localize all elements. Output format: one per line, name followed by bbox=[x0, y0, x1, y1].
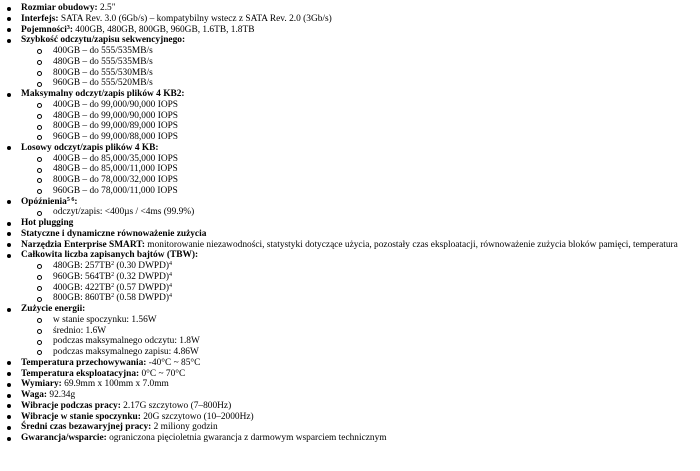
spec-label: Interfejs: bbox=[21, 13, 59, 24]
circle-bullet-icon bbox=[37, 264, 42, 269]
spec-label: Rozmiar obudowy: bbox=[21, 3, 98, 13]
subitem-value: podczas maksymalnego zapisu: 4.86W bbox=[53, 347, 199, 357]
spec-subitem-text bbox=[53, 326, 106, 337]
spec-item-text bbox=[21, 89, 185, 100]
spec-item bbox=[0, 433, 700, 444]
spec-value: 400GB, 480GB, 800GB, 960GB, 1.6TB, 1.8TB bbox=[72, 24, 255, 35]
spec-value: 69.9mm x 100mm x 7.0mm bbox=[61, 379, 169, 390]
spec-subitem-text bbox=[53, 315, 157, 326]
spec-item bbox=[0, 143, 700, 154]
bullet-icon bbox=[7, 372, 11, 376]
circle-bullet-icon bbox=[37, 49, 42, 54]
subitem-value: 400GB – do 99,000/90,000 IOPS bbox=[53, 99, 179, 110]
spec-item bbox=[0, 218, 700, 229]
circle-bullet-icon bbox=[37, 329, 42, 334]
spec-subitem bbox=[0, 68, 700, 79]
bullet-icon bbox=[7, 7, 11, 11]
spec-subitem bbox=[0, 57, 700, 68]
spec-value: 20G szczytowo (10–2000Hz) bbox=[140, 411, 254, 422]
bullet-icon bbox=[7, 415, 11, 419]
footnote-ref: 4 bbox=[169, 261, 173, 267]
spec-item bbox=[0, 240, 700, 251]
subitem-value: 800GB – do 555/530MB/s bbox=[53, 67, 153, 78]
spec-item-text bbox=[21, 25, 254, 36]
spec-subitem-text bbox=[53, 164, 178, 175]
spec-subitem-text bbox=[53, 78, 153, 89]
subitem-value: 400GB – do 85,000/35,000 IOPS bbox=[53, 153, 179, 164]
spec-label: Waga: bbox=[21, 390, 48, 400]
subitem-value: 480GB – do 99,000/90,000 IOPS bbox=[53, 110, 179, 121]
subitem-detail: (0.58 DWPD) bbox=[114, 293, 170, 304]
subitem-value: 400GB: 422TB bbox=[53, 282, 112, 293]
spec-label: Wibracje w stanie spoczynku: bbox=[21, 411, 141, 422]
circle-bullet-icon bbox=[37, 82, 42, 87]
spec-subitem bbox=[0, 154, 700, 165]
subitem-value: 480GB – do 555/535MB/s bbox=[53, 56, 153, 67]
spec-subitem-text bbox=[53, 100, 178, 111]
spec-value: 0°C ~ 70°C bbox=[139, 368, 186, 379]
footnote-ref: 4 bbox=[169, 293, 173, 300]
circle-bullet-icon bbox=[37, 318, 42, 323]
bullet-icon bbox=[7, 254, 11, 258]
spec-subitem-text bbox=[53, 261, 172, 272]
spec-subitem bbox=[0, 261, 700, 272]
subitem-detail: (0.32 DWPD) bbox=[114, 271, 170, 282]
spec-label: Wibracje podczas pracy: bbox=[21, 400, 121, 411]
circle-bullet-icon bbox=[37, 189, 42, 194]
spec-subitem bbox=[0, 164, 700, 175]
subitem-value: 960GB – do 555/520MB/s bbox=[53, 78, 153, 89]
bullet-icon bbox=[7, 426, 11, 430]
spec-value: 2 miliony godzin bbox=[151, 422, 218, 433]
spec-item-text bbox=[21, 422, 218, 433]
spec-subitem-text bbox=[53, 132, 178, 143]
spec-subitem bbox=[0, 111, 700, 122]
spec-item bbox=[0, 197, 700, 208]
spec-item bbox=[0, 379, 700, 390]
circle-bullet-icon bbox=[37, 178, 42, 183]
spec-item-text bbox=[21, 143, 159, 154]
spec-subitem-text bbox=[53, 186, 178, 197]
spec-item bbox=[0, 229, 700, 240]
spec-item-text bbox=[21, 433, 387, 444]
spec-value: 2.17G szczytowo (7–800Hz) bbox=[120, 400, 232, 411]
circle-bullet-icon bbox=[37, 157, 42, 162]
bullet-icon bbox=[7, 232, 11, 236]
bullet-icon bbox=[7, 437, 11, 441]
spec-label: Gwarancja/wsparcie: bbox=[21, 433, 107, 443]
spec-item-text bbox=[21, 401, 231, 412]
spec-item-text bbox=[21, 304, 85, 315]
spec-item bbox=[0, 250, 700, 261]
spec-subitem bbox=[0, 186, 700, 197]
spec-label: Pojemności bbox=[21, 24, 67, 35]
circle-bullet-icon bbox=[37, 114, 42, 119]
spec-value: -40°C ~ 85°C bbox=[146, 357, 201, 368]
spec-subitem bbox=[0, 175, 700, 186]
spec-item-text bbox=[21, 250, 198, 261]
spec-subitem bbox=[0, 272, 700, 283]
spec-label: Opóźnienia bbox=[21, 196, 67, 207]
subitem-value: 800GB – do 99,000/89,000 IOPS bbox=[53, 121, 179, 132]
spec-subitem bbox=[0, 336, 700, 347]
subitem-value: w stanie spoczynku: 1.56W bbox=[53, 314, 157, 325]
spec-value: monitorowanie niezawodności, statystyki dotyczące użycia, pozostały czas eksploatacji, równoważenie zużycia bloków pamięci, temperatura bbox=[144, 239, 678, 250]
circle-bullet-icon bbox=[37, 297, 42, 302]
circle-bullet-icon bbox=[37, 103, 42, 108]
spec-item bbox=[0, 25, 700, 36]
bullet-icon bbox=[7, 222, 11, 226]
spec-item bbox=[0, 401, 700, 412]
spec-subitem-text bbox=[53, 336, 200, 347]
subitem-value: średnio: 1.6W bbox=[53, 325, 107, 336]
circle-bullet-icon bbox=[37, 340, 42, 345]
spec-label: Losowy odczyt/zapis plików 4 KB: bbox=[21, 142, 159, 153]
subitem-value: 800GB: 860TB bbox=[53, 293, 112, 304]
subitem-value: 960GB – do 99,000/88,000 IOPS bbox=[53, 132, 179, 142]
subitem-value: 960GB: 564TB bbox=[53, 271, 112, 282]
spec-label: Zużycie energii: bbox=[21, 304, 86, 314]
spec-subitem-text bbox=[53, 111, 178, 122]
spec-subitem-text bbox=[53, 121, 178, 132]
spec-item bbox=[0, 412, 700, 423]
subitem-value: 400GB – do 555/535MB/s bbox=[53, 46, 153, 56]
spec-label-suffix: : bbox=[74, 196, 78, 207]
spec-label: Średni czas bezawaryjnej pracy: bbox=[21, 422, 152, 433]
spec-label: Szybkość odczytu/zapisu sekwencyjnego: bbox=[21, 35, 186, 46]
footnote-ref: 2 bbox=[111, 261, 115, 267]
spec-subitem bbox=[0, 121, 700, 132]
spec-subitem bbox=[0, 347, 700, 358]
subitem-value: 800GB – do 78,000/32,000 IOPS bbox=[53, 175, 179, 185]
spec-subitem bbox=[0, 78, 700, 89]
spec-subitem-text bbox=[53, 68, 153, 79]
bullet-icon bbox=[7, 39, 11, 43]
spec-item bbox=[0, 35, 700, 46]
bullet-icon bbox=[7, 361, 11, 365]
subitem-value: odczyt/zapis: <400µs / <4ms (99.9%) bbox=[53, 207, 195, 218]
spec-item-text bbox=[21, 197, 77, 208]
spec-label: Maksymalny odczyt/zapis plików 4 KB2: bbox=[21, 89, 185, 99]
spec-subitem bbox=[0, 46, 700, 57]
circle-bullet-icon bbox=[37, 350, 42, 355]
spec-subitem-text bbox=[53, 57, 153, 68]
spec-subitem-text bbox=[53, 283, 172, 294]
spec-item bbox=[0, 14, 700, 25]
subitem-detail: (0.57 DWPD) bbox=[114, 282, 170, 293]
spec-label: Wymiary: bbox=[21, 379, 62, 390]
bullet-icon bbox=[7, 243, 11, 247]
bullet-icon bbox=[7, 93, 11, 97]
spec-item-text bbox=[21, 35, 185, 46]
spec-label-suffix: : bbox=[69, 24, 73, 35]
spec-label: Temperatura eksploatacyjna: bbox=[21, 368, 140, 379]
circle-bullet-icon bbox=[37, 168, 42, 173]
bullet-icon bbox=[7, 146, 11, 150]
spec-value: SATA Rev. 3.0 (6Gb/s) – kompatybilny wstecz z SATA Rev. 2.0 (3Gb/s) bbox=[58, 13, 332, 24]
spec-item-text bbox=[21, 218, 73, 229]
footnote-ref: 4 bbox=[169, 282, 173, 289]
bullet-icon bbox=[7, 17, 11, 21]
spec-item-text bbox=[21, 369, 185, 380]
bullet-icon bbox=[7, 308, 11, 312]
spec-item bbox=[0, 3, 700, 14]
spec-subitem bbox=[0, 326, 700, 337]
spec-value: 2.5" bbox=[97, 3, 116, 13]
spec-item-text bbox=[21, 379, 169, 390]
spec-value: ograniczona pięcioletnia gwarancja z darmowym wsparciem technicznym bbox=[106, 433, 387, 443]
spec-subitem bbox=[0, 207, 700, 218]
subitem-detail: (0.30 DWPD) bbox=[114, 261, 170, 271]
circle-bullet-icon bbox=[37, 125, 42, 130]
spec-item-text bbox=[21, 412, 254, 423]
bullet-icon bbox=[7, 383, 11, 387]
circle-bullet-icon bbox=[37, 211, 42, 216]
spec-item-text bbox=[21, 390, 75, 401]
subitem-value: 480GB – do 85,000/11,000 IOPS bbox=[53, 164, 178, 175]
circle-bullet-icon bbox=[37, 286, 42, 291]
subitem-value: 960GB – do 78,000/11,000 IOPS bbox=[53, 185, 178, 196]
circle-bullet-icon bbox=[37, 275, 42, 280]
circle-bullet-icon bbox=[37, 60, 42, 65]
spec-item-text bbox=[21, 14, 332, 25]
spec-subitem-text bbox=[53, 207, 194, 218]
circle-bullet-icon bbox=[37, 71, 42, 76]
spec-subitem-text bbox=[53, 154, 178, 165]
spec-label: Statyczne i dynamiczne równoważenie zużycia bbox=[21, 228, 207, 239]
spec-subitem bbox=[0, 315, 700, 326]
spec-item bbox=[0, 89, 700, 100]
spec-subitem-text bbox=[53, 175, 178, 186]
spec-item-text bbox=[21, 240, 678, 251]
spec-item bbox=[0, 422, 700, 433]
footnote-ref: 3 bbox=[66, 24, 70, 31]
spec-subitem-text bbox=[53, 272, 172, 283]
subitem-value: podczas maksymalnego odczytu: 1.8W bbox=[53, 336, 200, 347]
spec-item bbox=[0, 369, 700, 380]
bullet-icon bbox=[7, 200, 11, 204]
bullet-icon bbox=[7, 28, 11, 32]
spec-item-text bbox=[21, 3, 116, 14]
spec-item bbox=[0, 358, 700, 369]
spec-label: Narzędzia Enterprise SMART: bbox=[21, 239, 145, 250]
spec-subitem-text bbox=[53, 347, 199, 358]
spec-label: Hot plugging bbox=[21, 218, 74, 228]
footnote-ref: 2 bbox=[111, 271, 115, 278]
spec-item-text bbox=[21, 229, 206, 240]
spec-label: Temperatura przechowywania: bbox=[21, 357, 147, 368]
footnote-ref: 4 bbox=[169, 271, 173, 278]
footnote-ref: 2 bbox=[111, 282, 115, 289]
spec-subitem bbox=[0, 293, 700, 304]
spec-label: Całkowita liczba zapisanych bajtów (TBW): bbox=[21, 250, 199, 261]
footnote-ref: 2 bbox=[111, 293, 115, 300]
spec-value: 92.34g bbox=[47, 390, 76, 400]
bullet-icon bbox=[7, 394, 11, 398]
spec-subitem-text bbox=[53, 293, 172, 304]
circle-bullet-icon bbox=[37, 135, 42, 140]
spec-item bbox=[0, 304, 700, 315]
spec-item-text bbox=[21, 358, 200, 369]
spec-item bbox=[0, 390, 700, 401]
subitem-value: 480GB: 257TB bbox=[53, 261, 112, 271]
spec-subitem bbox=[0, 132, 700, 143]
spec-subitem-text bbox=[53, 46, 153, 57]
footnote-ref: 5 6 bbox=[66, 196, 75, 203]
spec-subitem bbox=[0, 283, 700, 294]
bullet-icon bbox=[7, 404, 11, 408]
spec-subitem bbox=[0, 100, 700, 111]
